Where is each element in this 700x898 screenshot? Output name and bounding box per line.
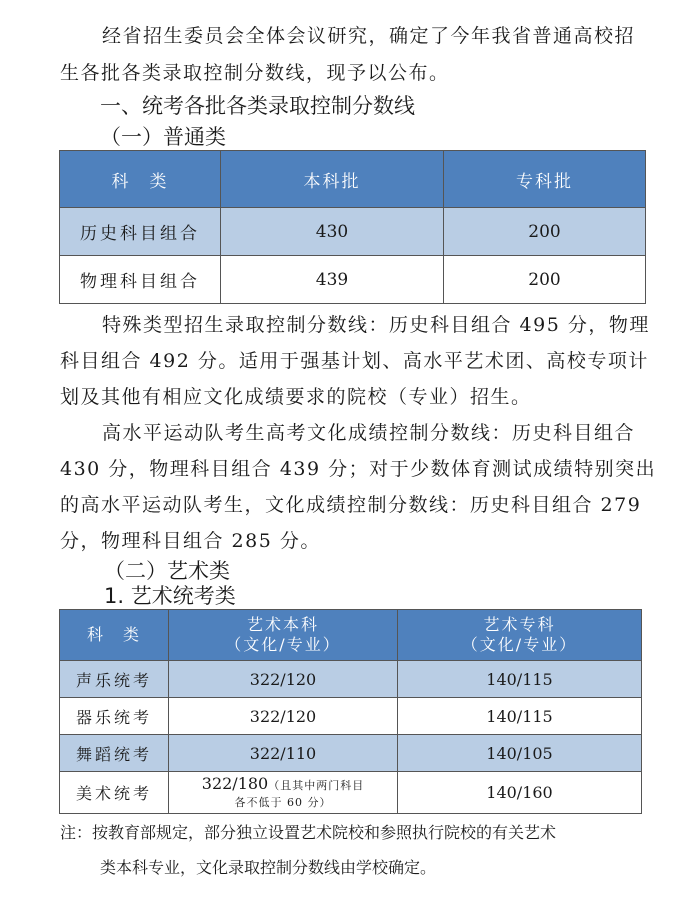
intro-line-2: 生各批各类录取控制分数线，现予以公布。 [60, 62, 450, 84]
cell-junior: 200 [444, 208, 646, 256]
table-row [60, 208, 646, 256]
table-row [60, 661, 642, 698]
sports-para-line-2: 430 分，物理科目组合 439 分；对于少数体育测试成绩特别突出 [60, 458, 657, 480]
header-undergrad: 本科批 [221, 151, 444, 208]
header-junior: 专科批 [444, 151, 646, 208]
cell-category: 历史科目组合 [60, 208, 221, 256]
cell-undergrad: 439 [221, 256, 444, 304]
header-category: 科 类 [60, 151, 221, 208]
section-1-heading: 一、统考各批各类录取控制分数线 [100, 94, 415, 118]
intro-line-1: 经省招生委员会全体会议研究，确定了今年我省普通高校招 [102, 25, 636, 47]
cell-junior: 140/105 [398, 735, 642, 772]
cell-junior: 140/115 [398, 661, 642, 698]
cell-category: 美术统考 [60, 772, 169, 814]
header-art-undergrad-line1: 艺术本科 [246, 615, 319, 634]
header-art-junior-line1: 艺术专科 [483, 615, 556, 634]
special-para-line-3: 划及其他有相应文化成绩要求的院校（专业）招生。 [60, 386, 532, 408]
cell-category: 物理科目组合 [60, 256, 221, 304]
sports-para-line-3: 的高水平运动队考生，文化成绩控制分数线：历史科目组合 279 [60, 494, 642, 516]
cell-undergrad: 322/110 [169, 735, 398, 772]
cell-undergrad: 322/120 [169, 661, 398, 698]
art-score-table [59, 609, 642, 814]
subsection-art-unified-heading: 1. 艺术统考类 [104, 584, 236, 608]
cell-undergrad-note-2: 各不低于 60 分） [234, 795, 332, 809]
subsection-general-heading: （一）普通类 [100, 125, 226, 149]
note-line-2: 类本科专业，文化录取控制分数线由学校确定。 [100, 858, 437, 877]
cell-undergrad: 322/120 [169, 698, 398, 735]
sports-para-line-1: 高水平运动队考生高考文化成绩控制分数线：历史科目组合 [102, 422, 636, 444]
cell-category: 舞蹈统考 [60, 735, 169, 772]
table-row [60, 256, 646, 304]
cell-undergrad: 430 [221, 208, 444, 256]
table-row [60, 772, 642, 814]
header-art-undergrad [169, 610, 398, 661]
cell-category: 器乐统考 [60, 698, 169, 735]
cell-category: 声乐统考 [60, 661, 169, 698]
cell-junior: 140/115 [398, 698, 642, 735]
special-para-line-2: 科目组合 492 分。适用于强基计划、高水平艺术团、高校专项计 [60, 350, 649, 372]
general-score-table [59, 150, 646, 304]
table-row [60, 698, 642, 735]
cell-junior: 200 [444, 256, 646, 304]
header-art-junior [398, 610, 642, 661]
sports-para-line-4: 分，物理科目组合 285 分。 [60, 530, 321, 552]
special-para-line-1: 特殊类型招生录取控制分数线：历史科目组合 495 分，物理 [102, 314, 650, 336]
cell-junior: 140/160 [398, 772, 642, 814]
note-line-1: 注：按教育部规定，部分独立设置艺术院校和参照执行院校的有关艺术 [60, 823, 557, 842]
cell-undergrad-value: 322/180 [201, 773, 269, 793]
cell-undergrad-note-1: （且其中两门科目 [268, 778, 365, 792]
header-art-undergrad-line2: （文化/专业） [225, 635, 341, 654]
header-art-junior-line2: （文化/专业） [461, 635, 578, 654]
cell-undergrad [169, 772, 398, 814]
header-category: 科 类 [60, 610, 169, 661]
table-row [60, 735, 642, 772]
subsection-art-heading: （二）艺术类 [104, 559, 230, 583]
